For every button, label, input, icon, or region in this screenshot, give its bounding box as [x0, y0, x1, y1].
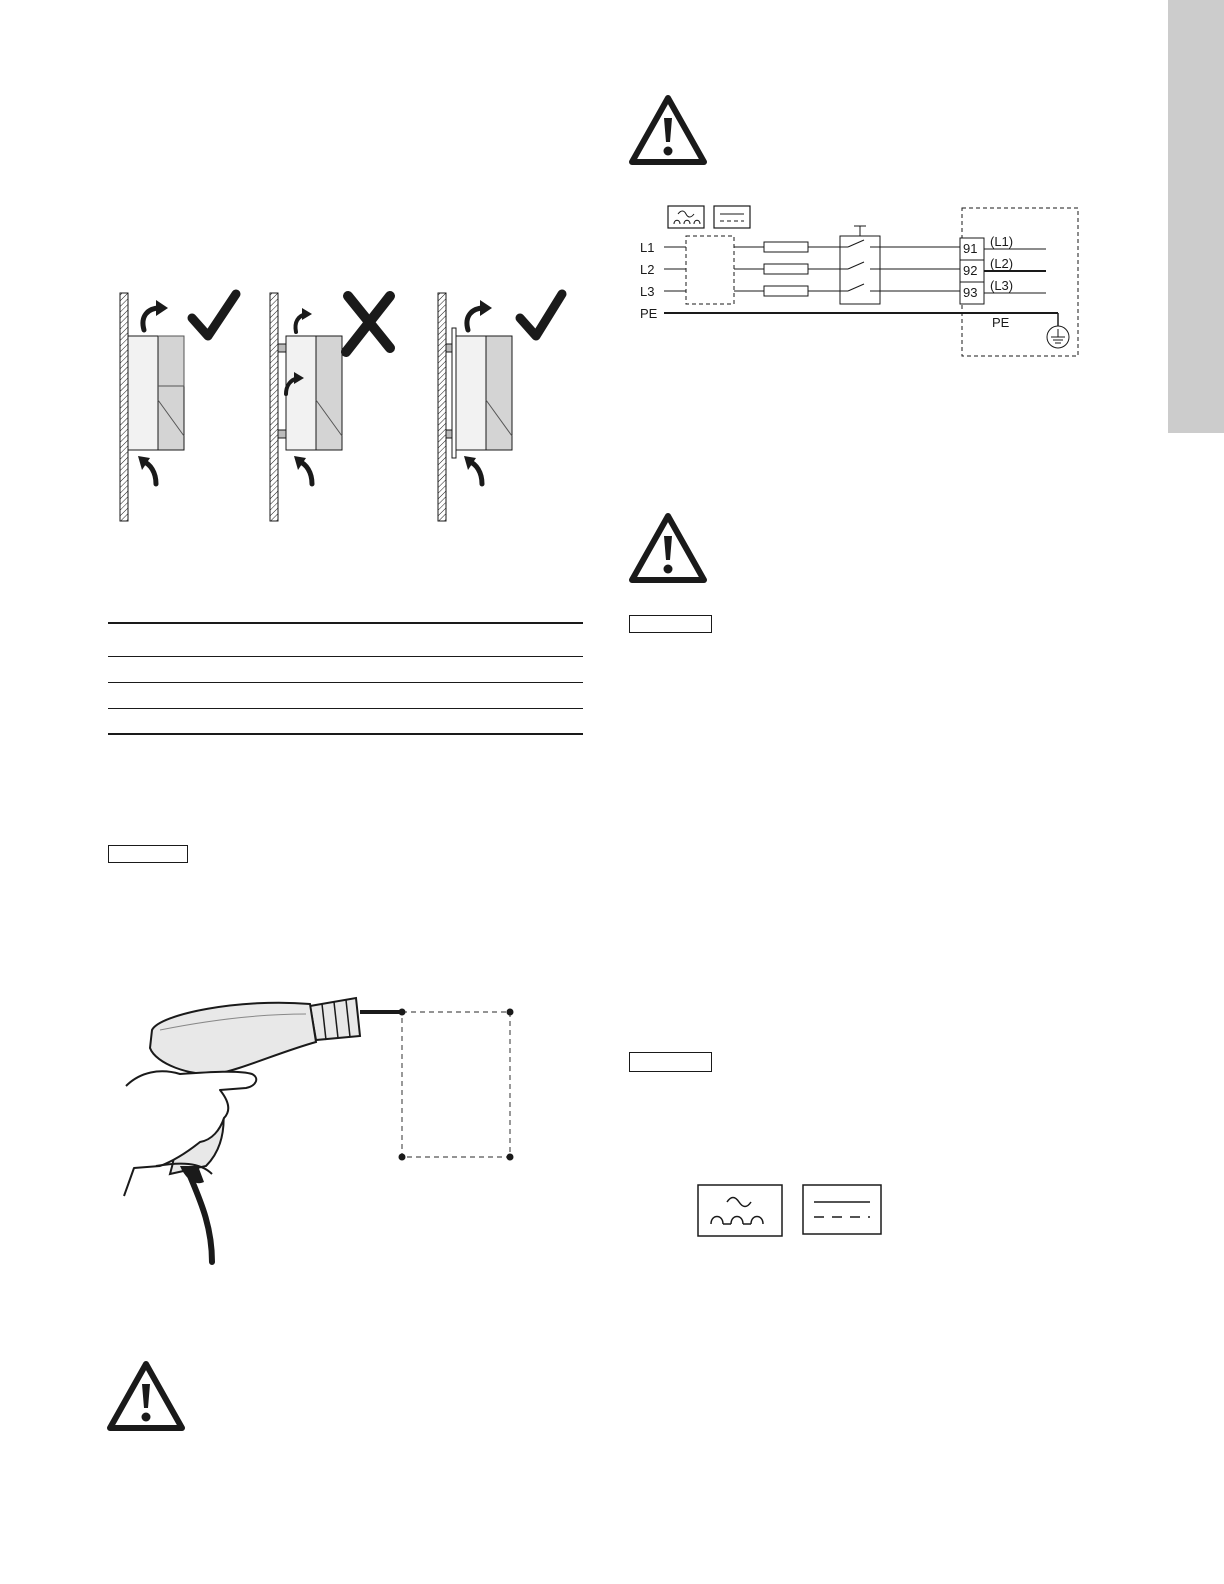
note-box [629, 1052, 712, 1072]
line-label-pe: PE [640, 306, 658, 321]
terminal-91: 91 [963, 241, 978, 256]
dc-symbol-large-icon [802, 1184, 882, 1236]
cross-mark-icon [346, 296, 390, 352]
terminal-92: 92 [963, 263, 978, 278]
warning-triangle-icon [628, 512, 708, 584]
terminal-line-l2: (L2) [990, 256, 1014, 271]
side-tab [1168, 0, 1224, 433]
ac-symbol-icon [668, 206, 704, 228]
line-label-l1: L1 [640, 240, 655, 255]
line-label-l3: L3 [640, 284, 655, 299]
terminal-93: 93 [963, 285, 978, 300]
terminal-line-l3: (L3) [990, 278, 1014, 293]
note-box [629, 615, 712, 633]
terminal-line-l1: (L1) [990, 234, 1014, 249]
mounting-correct-2 [438, 293, 562, 521]
wiring-diagram [630, 200, 1090, 362]
ac-symbol-large-icon [697, 1184, 783, 1238]
mounting-correct-1 [120, 293, 236, 521]
check-mark-icon [520, 294, 562, 336]
warning-triangle-icon [628, 94, 708, 166]
dc-symbol-icon [714, 206, 750, 228]
check-mark-icon [192, 294, 236, 336]
ground-symbol-icon [1047, 326, 1069, 348]
table-rule-bottom [108, 733, 583, 735]
drill-illustration [120, 990, 520, 1265]
table-rule [108, 682, 583, 683]
box-pe-label: PE [992, 315, 1010, 330]
mounting-wrong [270, 293, 390, 521]
table-rule [108, 708, 583, 709]
line-label-l2: L2 [640, 262, 655, 277]
table-rule [108, 656, 583, 657]
table-rule-top [108, 622, 583, 624]
mounting-figure [110, 288, 580, 528]
warning-triangle-icon [106, 1360, 186, 1432]
note-box [108, 845, 188, 863]
